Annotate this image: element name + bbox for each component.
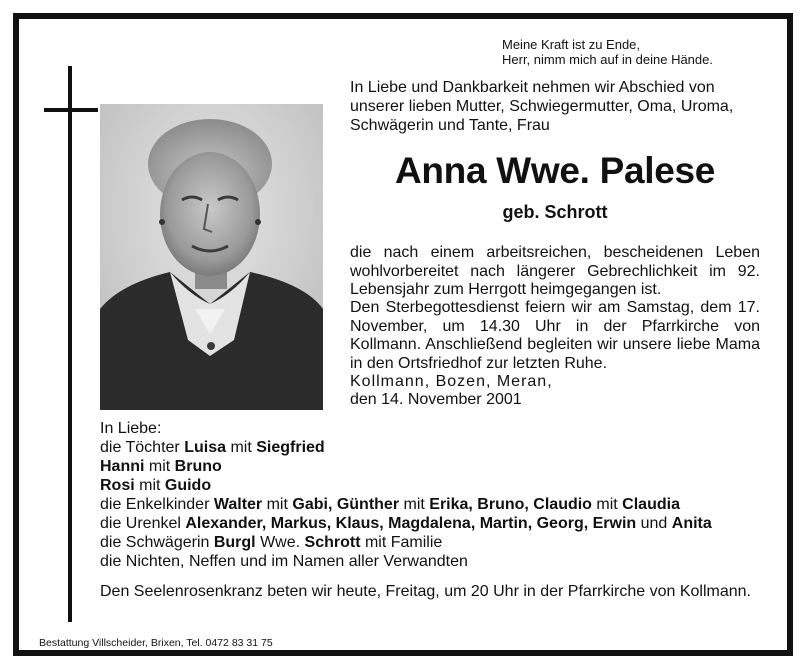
- grandchild-names: Erika, Bruno, Claudio: [429, 496, 592, 513]
- cross-icon: [68, 66, 72, 622]
- cross-icon-bar: [44, 108, 98, 112]
- portrait-photo: [100, 104, 323, 410]
- with-text: mit: [262, 496, 293, 513]
- sister-prefix: die Schwägerin: [100, 534, 214, 551]
- service-paragraph: Den Sterbegottesdienst feiern wir am Samstag, dem 17. November, um 14.30 Uhr in der Pfarrkirche von Kollmann. Anschließend begleiten wir unsere liebe Mama in den Ortsfriedhof zur letzten Ruhe.: [350, 299, 760, 372]
- partner-name: Siegfried: [256, 439, 325, 456]
- family-grandchildren: [100, 495, 770, 514]
- with-text: mit: [226, 439, 257, 456]
- sister-mid: Wwe.: [255, 534, 305, 551]
- daughter-name: Hanni: [100, 458, 145, 475]
- motto: [502, 37, 782, 67]
- family-list: [100, 419, 770, 571]
- motto-line-2: Herr, nimm mich auf in deine Hände.: [502, 52, 713, 67]
- deceased-name: Anna Wwe. Palese: [394, 150, 716, 191]
- partner-name: Guido: [164, 477, 212, 494]
- life-paragraph: die nach einem arbeitsreichen, bescheidenen Leben wohlvorbereitet nach längerer Gebrechlichkeit im 92. Lebensjahr zum Herrgott heimgegangen ist.: [350, 244, 760, 298]
- with-text: mit: [399, 496, 430, 513]
- partner-name: Bruno: [174, 458, 222, 475]
- family-heading: In Liebe:: [100, 420, 162, 437]
- family-great-grandchildren: [100, 514, 770, 533]
- daughter-name: Rosi: [100, 477, 135, 494]
- grandchild-name: Walter: [213, 496, 263, 513]
- date: den 14. November 2001: [350, 391, 522, 408]
- grandchild-names: Gabi, Günther: [292, 496, 400, 513]
- family-relatives: die Nichten, Neffen und im Namen aller Verwandten: [100, 553, 468, 570]
- grandchild-partner: Claudia: [622, 496, 680, 513]
- with-text: mit: [591, 496, 623, 513]
- with-text: mit: [144, 458, 175, 475]
- sister-suffix: mit Familie: [360, 534, 443, 551]
- family-daughter-3: [100, 476, 770, 495]
- sister-name: Burgl: [213, 534, 256, 551]
- sister-surname: Schrott: [304, 534, 361, 551]
- and-text: und: [636, 515, 672, 532]
- daughter-name: Luisa: [184, 439, 226, 456]
- rosary-notice: Den Seelenrosenkranz beten wir heute, Freitag, um 20 Uhr in der Pfarrkirche von Kollmann.: [100, 583, 751, 600]
- family-sister-in-law: [100, 533, 770, 552]
- with-text: mit: [134, 477, 165, 494]
- motto-line-1: Meine Kraft ist zu Ende,: [502, 37, 641, 52]
- great-last: Anita: [671, 515, 712, 532]
- family-daughter-1: [100, 438, 770, 457]
- funeral-home-footer: Bestattung Villscheider, Brixen, Tel. 0472 83 31 75: [39, 637, 273, 649]
- great-prefix: die Urenkel: [100, 515, 186, 532]
- grand-prefix: die Enkelkinder: [100, 496, 214, 513]
- family-daughter-2: [100, 457, 770, 476]
- intro-text: In Liebe und Dankbarkeit nehmen wir Abschied von unserer lieben Mutter, Schwiegermutter, Oma, Uroma, Schwägerin und Tante, Frau: [350, 79, 734, 134]
- maiden-name: geb. Schrott: [502, 202, 608, 222]
- daughters-prefix: die Töchter: [100, 439, 185, 456]
- great-names: Alexander, Markus, Klaus, Magdalena, Martin, Georg, Erwin: [185, 515, 637, 532]
- places: Kollmann, Bozen, Meran,: [350, 373, 553, 390]
